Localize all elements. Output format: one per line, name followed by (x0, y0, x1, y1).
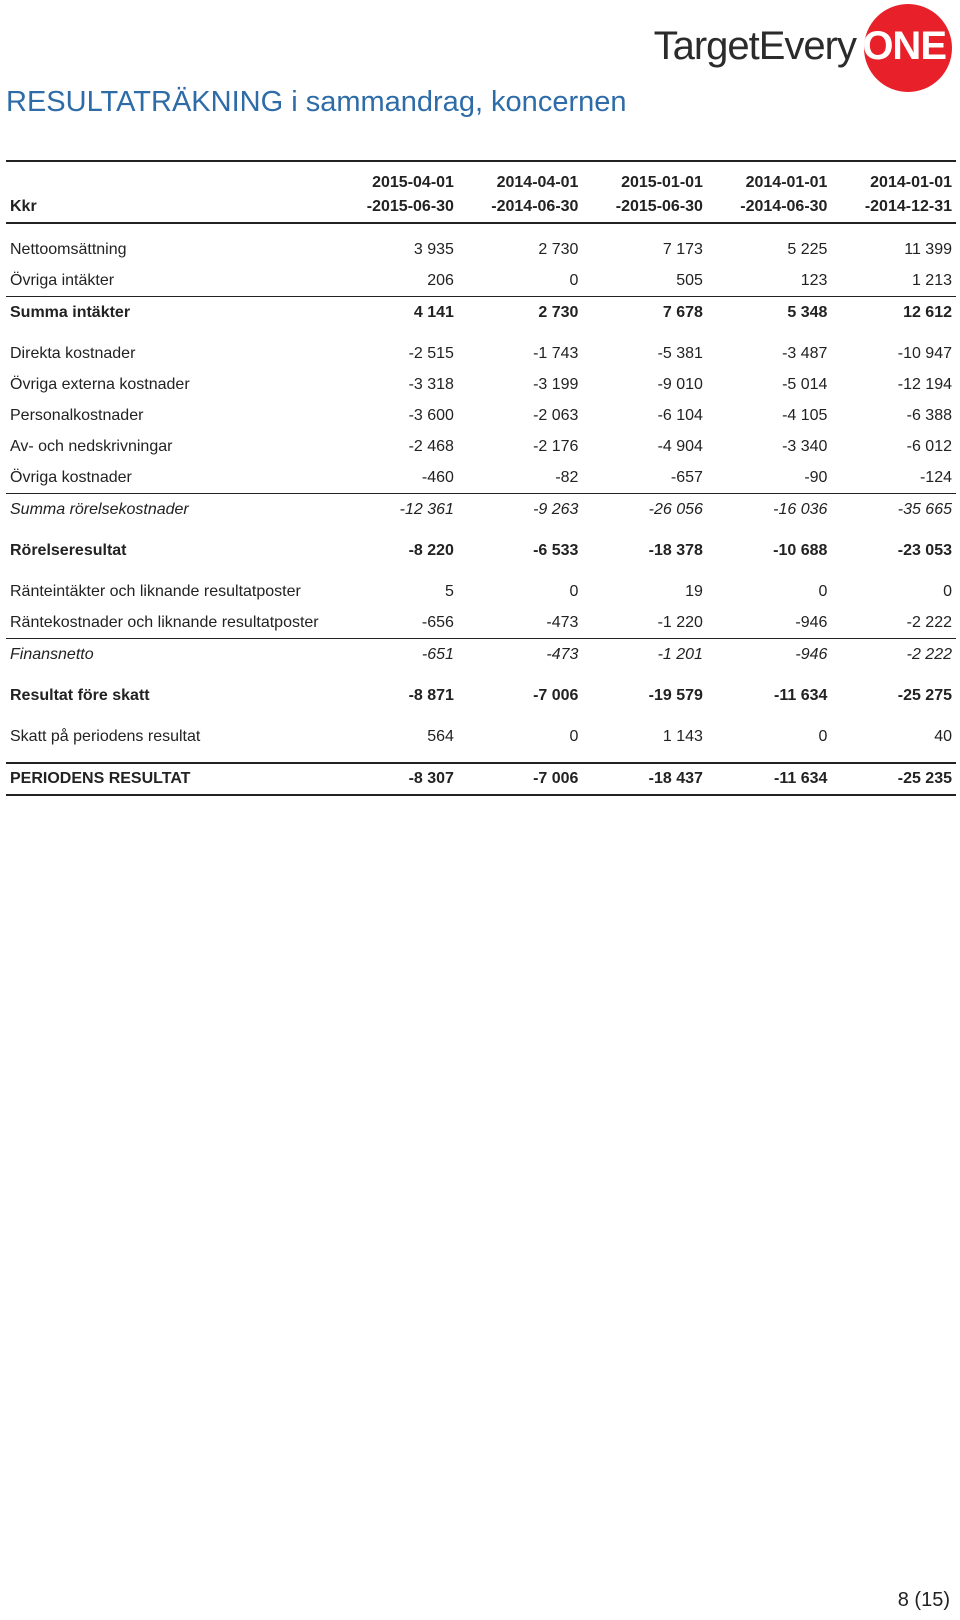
page-number: 8 (15) (897, 1589, 950, 1611)
row-value: 5 225 (787, 240, 828, 258)
row-value: -7 006 (458, 763, 583, 795)
row-value: 0 (569, 271, 579, 289)
row-label: Resultat före skatt (10, 686, 150, 704)
row-value: -9 263 (458, 494, 583, 526)
row-value: 1 143 (662, 727, 703, 745)
row-value: 5 348 (707, 297, 832, 329)
row-value: -1 743 (533, 344, 579, 362)
row-value: -2 176 (533, 437, 579, 455)
row-value: 505 (676, 271, 703, 289)
row-value: -11 634 (707, 763, 832, 795)
row-value: -35 665 (831, 494, 956, 526)
period-from: 2014-01-01 (707, 161, 832, 192)
period-from: 2015-01-01 (582, 161, 707, 192)
row-value: 3 935 (413, 240, 454, 258)
row-value: 123 (800, 271, 828, 289)
row-label: Personalkostnader (10, 406, 144, 424)
row-value: -8 307 (333, 763, 458, 795)
row-value: -7 006 (533, 686, 579, 704)
logo-wordmark: TargetEvery (653, 24, 856, 68)
row-value: -10 688 (773, 541, 828, 559)
table-row-subtotal (6, 494, 956, 526)
row-value: -4 105 (782, 406, 828, 424)
row-label: Rörelseresultat (10, 541, 127, 559)
row-value: -18 437 (582, 763, 707, 795)
row-label: Skatt på periodens resultat (10, 727, 201, 745)
company-logo (632, 2, 952, 92)
row-value: 19 (685, 582, 703, 600)
row-value: -124 (919, 468, 952, 486)
table-row-grand-total (6, 763, 956, 795)
row-value: -8 220 (408, 541, 454, 559)
table-header-row-from (6, 161, 956, 192)
row-value: -3 600 (408, 406, 454, 424)
row-value: 5 (445, 582, 454, 600)
row-value: -3 199 (533, 375, 579, 393)
row-value: -2 515 (408, 344, 454, 362)
row-value: 7 678 (582, 297, 707, 329)
row-value: 2 730 (538, 240, 579, 258)
row-label: Övriga intäkter (10, 271, 115, 289)
row-value: 7 173 (662, 240, 703, 258)
row-value: -16 036 (707, 494, 832, 526)
row-value: -4 904 (657, 437, 703, 455)
logo-one-text: ONE (862, 24, 946, 68)
table-row (6, 431, 956, 462)
spacer-row (6, 711, 956, 721)
row-value: 0 (818, 727, 828, 745)
row-value: -8 871 (408, 686, 454, 704)
row-value: -946 (795, 613, 828, 631)
row-value: 12 612 (831, 297, 956, 329)
row-value: -3 318 (408, 375, 454, 393)
row-value: -2 063 (533, 406, 579, 424)
row-value: -473 (458, 639, 583, 671)
row-value: -6 104 (657, 406, 703, 424)
row-value: -26 056 (582, 494, 707, 526)
row-value: -10 947 (897, 344, 952, 362)
row-value: -6 533 (533, 541, 579, 559)
row-value: -2 468 (408, 437, 454, 455)
income-statement-table (6, 160, 956, 796)
row-value: -2 222 (906, 613, 952, 631)
table-row-subtotal (6, 297, 956, 329)
row-value: 564 (427, 727, 454, 745)
table-row (6, 338, 956, 369)
row-value: -2 222 (831, 639, 956, 671)
row-value: -19 579 (648, 686, 703, 704)
header-label-empty (6, 161, 333, 192)
row-value: -90 (804, 468, 828, 486)
row-value: -25 275 (897, 686, 952, 704)
row-value: 206 (427, 271, 454, 289)
row-label: Summa rörelsekostnader (6, 494, 333, 526)
row-value: -651 (333, 639, 458, 671)
row-value: -12 194 (897, 375, 952, 393)
row-value: -473 (546, 613, 579, 631)
row-value: -82 (555, 468, 579, 486)
period-from: 2014-01-01 (831, 161, 956, 192)
row-value: -25 235 (831, 763, 956, 795)
row-value: -12 361 (333, 494, 458, 526)
row-label: Av- och nedskrivningar (10, 437, 173, 455)
table-header-row-to (6, 192, 956, 223)
page-title: RESULTATRÄKNING i sammandrag, koncernen (6, 86, 627, 118)
spacer-row (6, 566, 956, 576)
table-row-total (6, 680, 956, 711)
row-value: 0 (943, 582, 952, 600)
row-value: -23 053 (897, 541, 952, 559)
spacer-row (6, 670, 956, 680)
spacer-row (6, 328, 956, 338)
table-row (6, 721, 956, 752)
row-value: -3 340 (782, 437, 828, 455)
row-value: 0 (569, 582, 579, 600)
period-from: 2014-04-01 (458, 161, 583, 192)
spacer-row (6, 223, 956, 234)
table-row (6, 400, 956, 431)
spacer-row (6, 752, 956, 763)
row-label: Direkta kostnader (10, 344, 136, 362)
period-to: -2014-06-30 (458, 192, 583, 223)
row-label: Finansnetto (6, 639, 333, 671)
row-value: -1 201 (582, 639, 707, 671)
table-row-total (6, 535, 956, 566)
row-value: 1 213 (911, 271, 952, 289)
row-value: -18 378 (648, 541, 703, 559)
row-value: -3 487 (782, 344, 828, 362)
row-value: 4 141 (333, 297, 458, 329)
row-value: 0 (818, 582, 828, 600)
table-row (6, 576, 956, 607)
spacer-row (6, 525, 956, 535)
period-to: -2015-06-30 (333, 192, 458, 223)
row-value: -5 014 (782, 375, 828, 393)
table-row (6, 369, 956, 400)
row-value: -11 634 (774, 686, 828, 704)
table-row (6, 462, 956, 494)
row-value: -460 (421, 468, 454, 486)
row-value: -657 (670, 468, 703, 486)
row-label: Ränteintäkter och liknande resultatposter (10, 582, 301, 600)
row-value: -946 (707, 639, 832, 671)
table-row (6, 607, 956, 639)
row-value: -656 (421, 613, 454, 631)
period-to: -2014-06-30 (707, 192, 832, 223)
row-value: 2 730 (458, 297, 583, 329)
row-value: -6 388 (906, 406, 952, 424)
table-row (6, 265, 956, 297)
table-row-subtotal (6, 639, 956, 671)
row-label: PERIODENS RESULTAT (6, 763, 333, 795)
row-label: Nettoomsättning (10, 240, 127, 258)
period-to: -2015-06-30 (582, 192, 707, 223)
row-value: -9 010 (657, 375, 703, 393)
row-label: Övriga kostnader (10, 468, 132, 486)
row-label: Övriga externa kostnader (10, 375, 190, 393)
unit-label: Kkr (6, 192, 333, 223)
row-label: Räntekostnader och liknande resultatposter (10, 613, 319, 631)
row-value: -5 381 (657, 344, 703, 362)
period-to: -2014-12-31 (831, 192, 956, 223)
row-value: -6 012 (906, 437, 952, 455)
period-from: 2015-04-01 (333, 161, 458, 192)
row-label: Summa intäkter (6, 297, 333, 329)
row-value: -1 220 (657, 613, 703, 631)
row-value: 0 (569, 727, 579, 745)
table-row (6, 234, 956, 265)
row-value: 11 399 (904, 240, 952, 258)
row-value: 40 (934, 727, 952, 745)
